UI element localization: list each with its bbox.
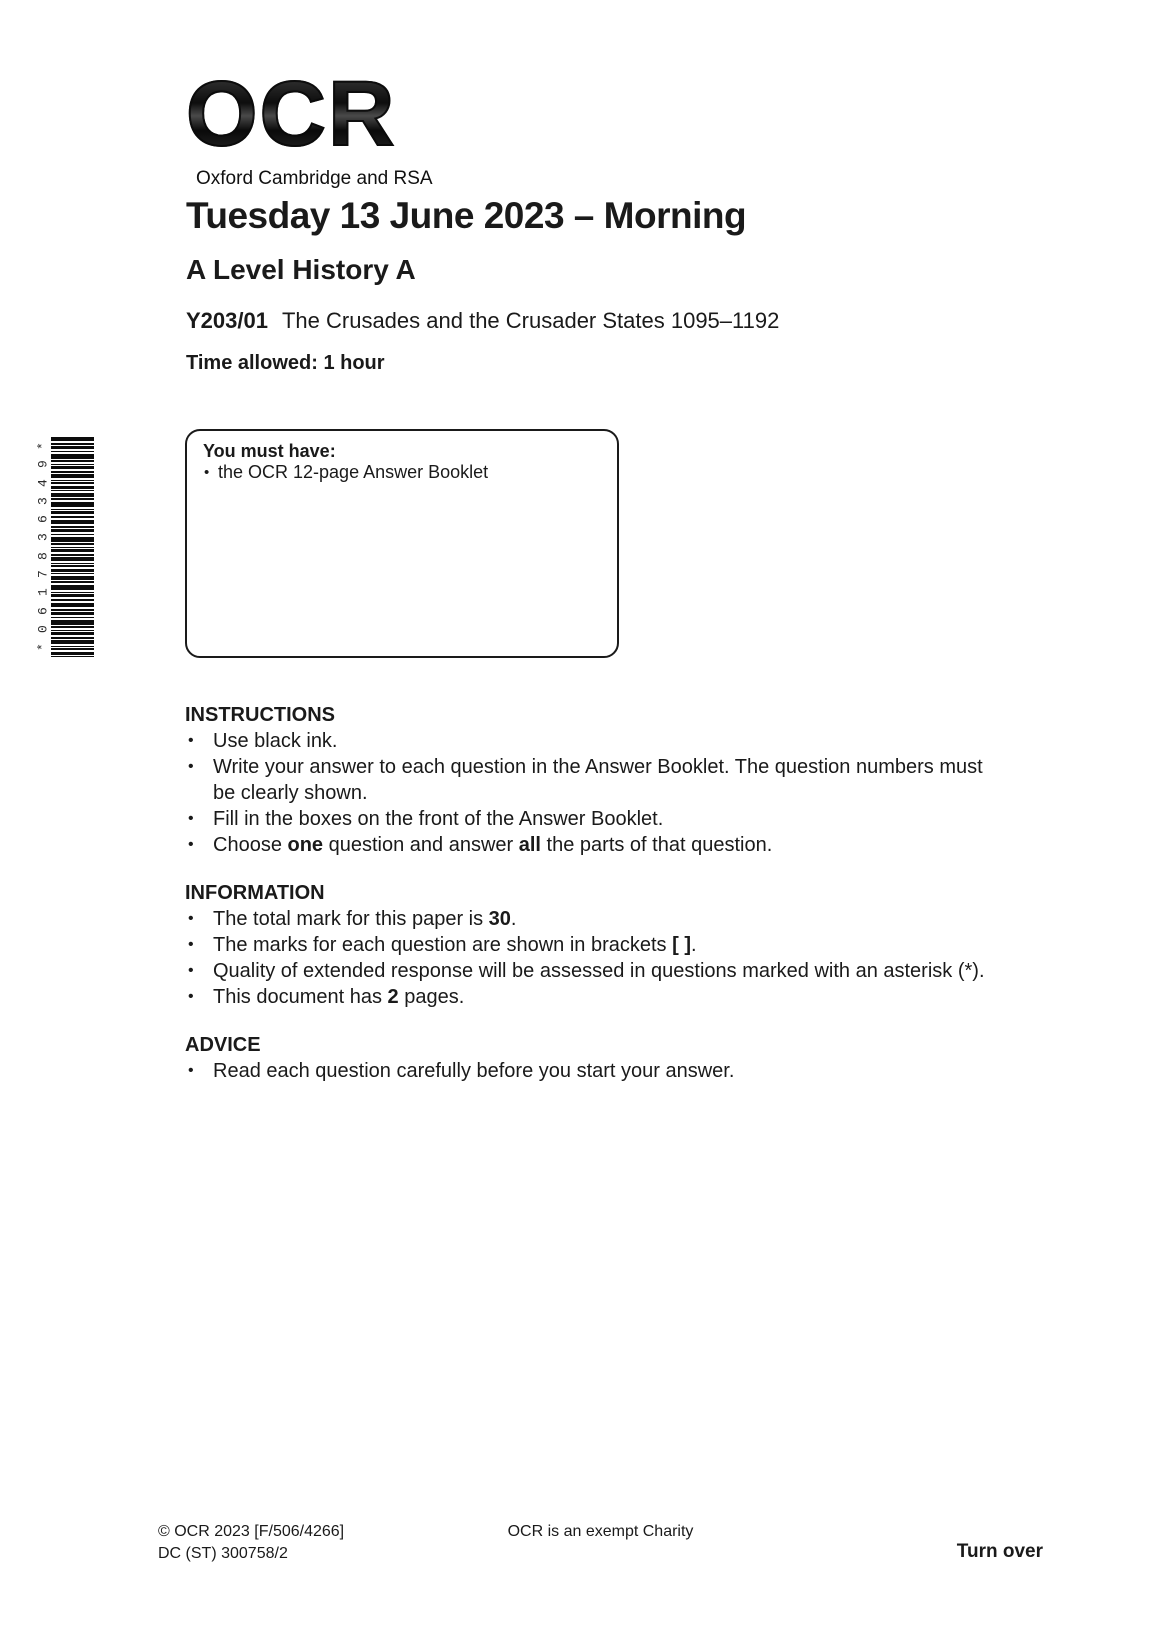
bullet-item: • Use black ink. — [185, 728, 1050, 754]
section-information — [185, 880, 1050, 1010]
ocr-logo-text: OCR — [186, 68, 433, 160]
bullet-item: • This document has 2 pages. — [185, 984, 1050, 1010]
bullet-item: • Fill in the boxes on the front of the Answer Booklet. — [185, 806, 1050, 832]
bullet-list — [185, 728, 1050, 858]
turn-over-label: Turn over — [956, 1541, 1043, 1562]
exam-subject-title: A Level History A — [186, 254, 416, 285]
section-instructions — [185, 702, 1050, 858]
exam-date-title: Tuesday 13 June 2023 – Morning — [186, 195, 747, 236]
bullet-item: • The marks for each question are shown in brackets [ ]. — [185, 932, 1050, 958]
must-have-box — [185, 429, 619, 658]
barcode — [36, 437, 94, 657]
bullet-item: • The total mark for this paper is 30. — [185, 906, 1050, 932]
sections — [185, 702, 1050, 1084]
bullet-item: • Choose one question and answer all the parts of that question. — [185, 832, 1050, 858]
bullet-list — [185, 906, 1050, 1010]
bullet-item: • Write your answer to each question in the Answer Booklet. The question numbers must be clearly shown. — [185, 754, 1050, 806]
bullet-item: • Read each question carefully before you start your answer. — [185, 1058, 1050, 1084]
barcode-bars — [51, 437, 94, 657]
ocr-logo-tagline: Oxford Cambridge and RSA — [196, 168, 433, 189]
bullet-list — [185, 1058, 1050, 1084]
must-have-items — [203, 462, 601, 483]
paper-line — [186, 308, 779, 334]
barcode-digits: * 9 4 3 6 3 8 7 1 6 0 * — [35, 442, 51, 652]
time-allowed: Time allowed: 1 hour — [186, 352, 385, 374]
ocr-logo — [186, 63, 433, 190]
bullet-item: • Quality of extended response will be assessed in questions marked with an asterisk (*). — [185, 958, 1050, 984]
section-heading: INSTRUCTIONS — [185, 704, 335, 726]
footer-ref: DC (ST) 300758/2 — [158, 1544, 288, 1562]
must-have-item: • the OCR 12-page Answer Booklet — [203, 462, 601, 483]
footer — [158, 1521, 1043, 1571]
paper-code: Y203/01 — [186, 308, 268, 333]
footer-copyright: © OCR 2023 [F/506/4266] — [158, 1523, 345, 1540]
section-heading: INFORMATION — [185, 882, 325, 904]
paper-title: The Crusades and the Crusader States 1095–1192 — [281, 308, 780, 333]
footer-charity: OCR is an exempt Charity — [507, 1523, 694, 1540]
section-heading: ADVICE — [185, 1034, 261, 1056]
must-have-heading: You must have: — [203, 441, 336, 461]
section-advice — [185, 1032, 1050, 1084]
